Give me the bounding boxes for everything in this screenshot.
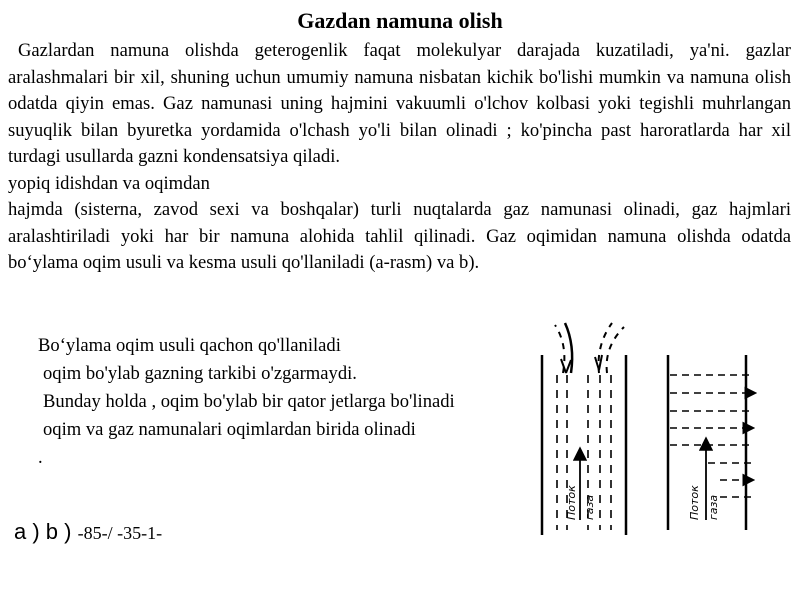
list-item: oqim va gaz namunalari oqimlardan birida olinadi	[43, 419, 416, 440]
gas-flow-diagram	[520, 315, 800, 550]
caption-numbers: -85-/ -35-1-	[77, 523, 163, 543]
diagram-a	[542, 323, 626, 535]
diagram-b	[668, 355, 754, 530]
list-item: Bo‘ylama oqim usuli qachon qo'llaniladi	[38, 335, 341, 356]
figure-caption	[14, 518, 162, 547]
diagram-b-label-1: Поток	[688, 485, 701, 520]
body-text	[8, 38, 791, 277]
method-list	[38, 332, 548, 472]
paragraph-methods: hajmda (sisterna, zavod sexi va boshqalar) turli nuqtalarda gaz namunasi olinadi, gaz hajmlari aralashtiriladi yoki har bir namuna alohida tahlil qilinadi. Gaz oqimidan namuna olishda odatda bo‘ylama oqim usuli va kesma usuli qo'llaniladi (a-rasm) va b).	[8, 199, 791, 273]
page-title: Gazdan namuna olish	[297, 8, 503, 33]
diagram-b-label-2: газа	[707, 494, 720, 520]
list-item: Bunday holda , oqim bo'ylab bir qator jetlarga bo'linadi	[43, 391, 455, 412]
paragraph-subheading: yopiq idishdan va oqimdan	[8, 172, 210, 194]
list-item: .	[38, 447, 43, 468]
list-item: oqim bo'ylab gazning tarkibi o'zgarmaydi.	[43, 363, 357, 384]
paragraph-intro: Gazlardan namuna olishda geterogenlik faqat molekulyar darajada kuzatiladi, ya'ni. gazlar aralashmalari bir xil, shuning uchun umumiy namuna nisbatan kichik bo'lishi mumkin va namuna olish odatda qiyin emas. Gaz namunasi uning hajmini vakuumli o'lchov kolbasi yoki tegishli muhrlangan suyuqlik bilan byuretka yordamida o'lchash yo'li bilan olinadi ; ko'pincha past haroratlarda har xil turdagi usullarda gazni kondensatsiya qiladi.	[8, 40, 791, 167]
diagram-a-label-1: Поток	[565, 485, 578, 520]
caption-ab: a ) b )	[14, 519, 72, 544]
diagram-a-label-2: газа	[583, 494, 596, 520]
